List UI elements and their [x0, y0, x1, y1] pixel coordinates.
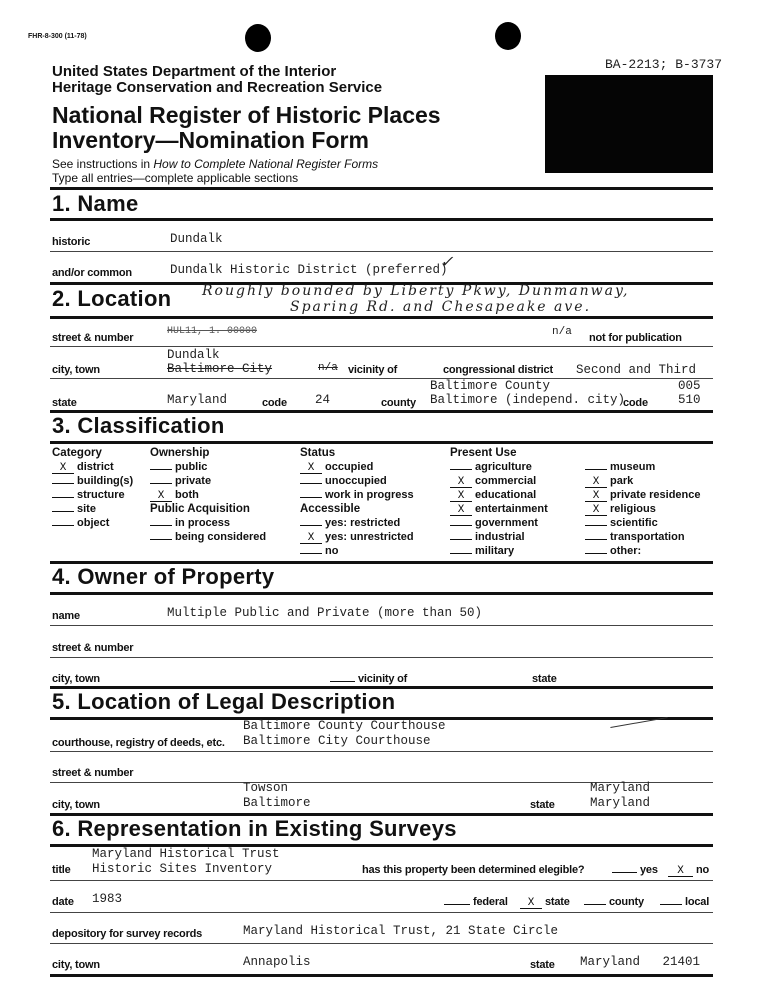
ownership-heading: Ownership: [150, 447, 210, 459]
divider: [50, 912, 713, 913]
level-local[interactable]: [660, 896, 709, 908]
checkbox-label: both: [175, 489, 199, 501]
public-acquisition-heading: Public Acquisition: [150, 503, 250, 515]
checkbox-mark[interactable]: X: [150, 491, 172, 502]
yes-mark[interactable]: [612, 872, 637, 873]
checkbox-label: educational: [475, 489, 537, 501]
section-classification-title: 3. Classification: [52, 413, 225, 438]
survey-date-label: date: [52, 896, 74, 908]
form-number: FHR-8-300 (11-78): [28, 33, 87, 40]
state-code-value[interactable]: 24: [315, 393, 331, 407]
checkbox-public[interactable]: [150, 461, 207, 473]
checkbox-park[interactable]: [585, 475, 633, 488]
level-federal[interactable]: [444, 896, 508, 908]
instructions-prefix: See instructions in: [52, 157, 154, 171]
checkbox-object[interactable]: [52, 517, 109, 529]
divider: [50, 346, 713, 347]
checkbox-work-in-progress[interactable]: [300, 489, 414, 501]
status-heading: Status: [300, 447, 336, 459]
category-heading: Category: [52, 447, 102, 459]
state-level-label: state: [545, 896, 570, 908]
checkbox-label: site: [77, 503, 96, 515]
checkbox-both[interactable]: [150, 489, 199, 502]
checkbox-label: private: [175, 475, 212, 487]
city-value-struck: Baltimore City: [167, 362, 273, 376]
eligible-question: has this property been determined elegible?: [362, 864, 585, 876]
county-level-label: county: [609, 896, 644, 908]
checkbox-label: religious: [610, 503, 656, 515]
level-state[interactable]: [520, 896, 570, 909]
county-value-2[interactable]: Baltimore (independ. city): [430, 393, 626, 407]
eligible-yes[interactable]: [612, 864, 658, 876]
checkbox-educational[interactable]: [450, 489, 536, 502]
accessible-heading: Accessible: [300, 503, 361, 515]
courthouse-value-2[interactable]: Baltimore City Courthouse: [243, 734, 431, 748]
county-value-1[interactable]: Baltimore County: [430, 379, 551, 393]
checkbox-government[interactable]: [450, 517, 538, 529]
state-code-label: code: [262, 397, 287, 409]
checkbox-being-considered[interactable]: [150, 531, 266, 543]
survey-title-label: title: [52, 864, 71, 876]
level-county[interactable]: [584, 896, 644, 908]
checkbox-label: building(s): [77, 475, 134, 487]
checkbox-mark[interactable]: [52, 525, 74, 526]
handwritten-boundary-line2: Sparing Rd. and Chesapeake ave.: [290, 299, 592, 315]
legal-state-value-1[interactable]: Maryland: [590, 781, 651, 795]
checkbox-label: transportation: [610, 531, 685, 543]
checkbox-label: being considered: [175, 531, 267, 543]
checkbox-label: work in progress: [325, 489, 414, 501]
checkbox-mark[interactable]: [300, 553, 322, 554]
checkbox-mark[interactable]: X: [300, 533, 322, 544]
divider: [50, 657, 713, 658]
checkbox-label: in process: [175, 517, 231, 529]
depository-label: depository for survey records: [52, 928, 203, 940]
section-owner-title: 4. Owner of Property: [52, 564, 275, 589]
form-title-line1: National Register of Historic Places: [52, 102, 441, 128]
checkbox-building-s[interactable]: [52, 475, 133, 487]
vicinity-label: vicinity of: [348, 364, 398, 376]
survey-title-value-1[interactable]: Maryland Historical Trust: [92, 847, 280, 861]
no-label: no: [696, 864, 710, 876]
checkbox-mark[interactable]: X: [300, 463, 322, 474]
checkbox-museum[interactable]: [585, 461, 655, 473]
state-label: state: [52, 397, 77, 409]
owner-street-label: street & number: [52, 642, 134, 654]
county-mark[interactable]: [584, 904, 606, 905]
congressional-district-label: congressional district: [443, 364, 553, 376]
checkbox-no[interactable]: [300, 545, 338, 557]
checkbox-mark[interactable]: X: [585, 477, 607, 488]
owner-name-label: name: [52, 610, 80, 622]
owner-city-label: city, town: [52, 673, 100, 685]
checkbox-yes-restricted[interactable]: [300, 517, 400, 529]
divider: [50, 751, 713, 752]
courthouse-label: courthouse, registry of deeds, etc.: [52, 737, 225, 749]
county-code-label: code: [623, 397, 648, 409]
survey-title-value-2[interactable]: Historic Sites Inventory: [92, 862, 273, 876]
checkbox-mark[interactable]: [52, 511, 74, 512]
checkbox-label: agriculture: [475, 461, 532, 473]
city-value[interactable]: Dundalk: [167, 348, 220, 362]
checkbox-mark[interactable]: [150, 483, 172, 484]
owner-vicinity-label: vicinity of: [358, 673, 408, 685]
checkbox-mark[interactable]: X: [585, 505, 607, 516]
checkbox-label: no: [325, 545, 339, 557]
section-legal-title: 5. Location of Legal Description: [52, 689, 396, 714]
checkbox-label: structure: [77, 489, 125, 501]
checkbox-label: entertainment: [475, 503, 548, 515]
checkbox-mark[interactable]: [585, 525, 607, 526]
divider: [50, 943, 713, 944]
checkbox-label: district: [77, 461, 114, 473]
checkbox-mark[interactable]: [52, 497, 74, 498]
legal-street-label: street & number: [52, 767, 134, 779]
checkbox-unoccupied[interactable]: [300, 475, 387, 487]
checkbox-mark[interactable]: [52, 483, 74, 484]
no-mark[interactable]: X: [668, 866, 693, 877]
street-label: street & number: [52, 332, 134, 344]
legal-city-value-2[interactable]: Baltimore: [243, 796, 311, 810]
checkbox-label: unoccupied: [325, 475, 387, 487]
yes-label: yes: [640, 864, 658, 876]
divider: [50, 187, 713, 190]
not-for-publication-label: not for publication: [589, 332, 682, 344]
historic-label: historic: [52, 236, 91, 248]
survey-state-label: state: [530, 959, 555, 971]
checkbox-label: military: [475, 545, 515, 557]
federal-label: federal: [473, 896, 508, 908]
instructions-line2: Type all entries—complete applicable sections: [52, 171, 299, 185]
agency-line1: United States Department of the Interior: [52, 63, 337, 80]
instructions-title: How to Complete National Register Forms: [153, 157, 379, 171]
local-mark[interactable]: [660, 904, 682, 905]
checkbox-label: other:: [610, 545, 642, 557]
punch-hole-mark: [245, 24, 271, 52]
common-name-value[interactable]: Dundalk Historic District (preferred): [170, 263, 448, 277]
checkbox-mark[interactable]: X: [450, 505, 472, 516]
legal-city-label: city, town: [52, 799, 100, 811]
not-for-publication-mark[interactable]: n/a: [552, 326, 572, 338]
present-use-heading: Present Use: [450, 447, 517, 459]
divider: [50, 251, 713, 252]
checkbox-label: object: [77, 517, 110, 529]
checkmark-icon: ✓: [440, 252, 454, 271]
checkbox-transportation[interactable]: [585, 531, 685, 543]
checkbox-label: industrial: [475, 531, 525, 543]
survey-state-value[interactable]: Maryland 21401: [580, 955, 701, 969]
checkbox-structure[interactable]: [52, 489, 125, 501]
divider: [50, 441, 713, 444]
form-title-line2: Inventory—Nomination Form: [52, 127, 369, 153]
courthouse-value-1[interactable]: Baltimore County Courthouse: [243, 719, 446, 733]
section-location-title: 2. Location: [52, 286, 172, 311]
checkbox-mark[interactable]: [450, 469, 472, 470]
punch-hole-mark: [495, 22, 521, 50]
divider: [50, 218, 713, 221]
checkbox-occupied[interactable]: [300, 461, 373, 474]
checkbox-mark[interactable]: X: [585, 491, 607, 502]
checkbox-mark[interactable]: [150, 469, 172, 470]
checkbox-agriculture[interactable]: [450, 461, 532, 473]
survey-city-label: city, town: [52, 959, 100, 971]
congressional-district-value[interactable]: Second and Third: [576, 363, 697, 377]
checkbox-mark[interactable]: [300, 483, 322, 484]
state-value[interactable]: Maryland: [167, 393, 228, 407]
eligible-no[interactable]: [668, 864, 709, 877]
checkbox-industrial[interactable]: [450, 531, 525, 543]
divider: [50, 625, 713, 626]
checkbox-mark[interactable]: [300, 525, 322, 526]
owner-name-value[interactable]: Multiple Public and Private (more than 50): [167, 606, 483, 620]
checkbox-mark[interactable]: [150, 525, 172, 526]
checkbox-label: museum: [610, 461, 656, 473]
checkbox-mark[interactable]: [150, 539, 172, 540]
checkbox-other[interactable]: [585, 545, 641, 557]
legal-state-label: state: [530, 799, 555, 811]
redacted-box: [545, 75, 713, 173]
street-value-struck[interactable]: HUL11, 1. 00000: [167, 326, 258, 337]
handwritten-boundary-line1: Roughly bounded by Liberty Pkwy, Dunmanway,: [202, 283, 630, 299]
local-level-label: local: [685, 896, 710, 908]
checkbox-mark[interactable]: [300, 497, 322, 498]
checkbox-site[interactable]: [52, 503, 96, 515]
checkbox-private[interactable]: [150, 475, 211, 487]
owner-state-label: state: [532, 673, 557, 685]
checkbox-military[interactable]: [450, 545, 514, 557]
checkbox-religious[interactable]: [585, 503, 656, 516]
checkbox-mark[interactable]: [450, 525, 472, 526]
checkbox-label: scientific: [610, 517, 658, 529]
checkbox-label: yes: restricted: [325, 517, 401, 529]
county-code-1[interactable]: 005: [678, 379, 701, 393]
depository-value[interactable]: Maryland Historical Trust, 21 State Circle: [243, 924, 559, 938]
divider: [50, 592, 713, 595]
divider: [50, 974, 713, 977]
agency-line2: Heritage Conservation and Recreation Service: [52, 79, 383, 96]
vicinity-mark[interactable]: n/a: [318, 362, 338, 374]
divider: [50, 378, 713, 379]
state-mark[interactable]: X: [520, 898, 542, 909]
city-label: city, town: [52, 364, 100, 376]
checkbox-label: public: [175, 461, 208, 473]
checkbox-mark[interactable]: [450, 553, 472, 554]
owner-vicinity: [330, 673, 407, 685]
checkbox-mark[interactable]: [585, 539, 607, 540]
checkbox-mark[interactable]: X: [450, 477, 472, 488]
section-name-title: 1. Name: [52, 191, 139, 216]
survey-city-value[interactable]: Annapolis: [243, 955, 311, 969]
checkbox-yes-unrestricted[interactable]: [300, 531, 414, 544]
reference-ids: BA-2213; B-3737: [605, 57, 723, 72]
checkbox-district[interactable]: [52, 461, 114, 474]
checkbox-label: park: [610, 475, 634, 487]
federal-mark[interactable]: [444, 904, 470, 905]
divider: [50, 880, 713, 881]
checkbox-mark[interactable]: [585, 553, 607, 554]
checkbox-mark[interactable]: X: [52, 463, 74, 474]
checkbox-mark[interactable]: [450, 539, 472, 540]
checkbox-label: occupied: [325, 461, 374, 473]
checkbox-mark[interactable]: [585, 469, 607, 470]
county-label: county: [381, 397, 416, 409]
common-name-label: and/or common: [52, 267, 132, 279]
legal-state-value-2[interactable]: Maryland: [590, 796, 651, 810]
instructions-line1: [52, 157, 378, 171]
historic-value[interactable]: Dundalk: [170, 232, 223, 246]
checkbox-label: yes: unrestricted: [325, 531, 414, 543]
county-code-2[interactable]: 510: [678, 393, 701, 407]
checkbox-label: commercial: [475, 475, 537, 487]
checkbox-entertainment[interactable]: [450, 503, 548, 516]
checkbox-scientific[interactable]: [585, 517, 658, 529]
checkbox-mark[interactable]: X: [450, 491, 472, 502]
checkbox-commercial[interactable]: [450, 475, 536, 488]
checkbox-label: private residence: [610, 489, 701, 501]
survey-date-value[interactable]: 1983: [92, 892, 123, 906]
section-surveys-title: 6. Representation in Existing Surveys: [52, 816, 457, 841]
divider: [50, 316, 713, 319]
checkbox-private-residence[interactable]: [585, 489, 701, 502]
checkbox-in-process[interactable]: [150, 517, 230, 529]
checkbox-label: government: [475, 517, 538, 529]
legal-city-value-1[interactable]: Towson: [243, 781, 289, 795]
